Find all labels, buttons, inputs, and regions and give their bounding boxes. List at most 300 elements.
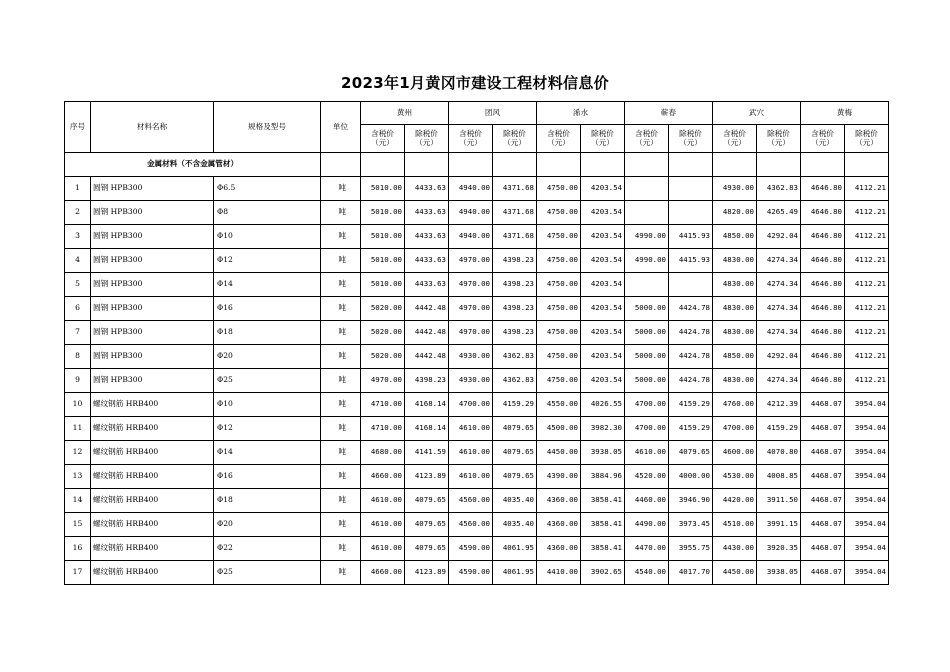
price-tax-included: 4610.00	[361, 513, 405, 537]
price-tax-included: 5000.00	[625, 369, 669, 393]
price-tax-excluded: 4362.83	[493, 369, 537, 393]
price-tax-included: 4610.00	[625, 441, 669, 465]
price-tax-included: 4468.07	[801, 513, 845, 537]
header-unit: 单位	[321, 102, 361, 153]
category-label: 金属材料（不含金属管材）	[65, 153, 321, 177]
header-price-label-line: （元）	[723, 137, 746, 147]
price-tax-excluded: 3954.04	[845, 513, 889, 537]
price-tax-included: 4930.00	[449, 369, 493, 393]
price-tax-included: 5020.00	[361, 345, 405, 369]
price-tax-included: 4830.00	[713, 369, 757, 393]
empty-cell	[449, 153, 493, 177]
header-price-label-line: （元）	[635, 137, 658, 147]
price-tax-excluded: 4159.29	[493, 393, 537, 417]
price-tax-included: 4450.00	[537, 441, 581, 465]
table-row	[65, 273, 889, 297]
price-tax-included: 4646.80	[801, 369, 845, 393]
material-unit: 吨	[321, 417, 361, 441]
header-price-label-line: （元）	[679, 137, 702, 147]
price-tax-excluded: 4159.29	[757, 417, 801, 441]
price-tax-included: 4970.00	[361, 369, 405, 393]
price-tax-included: 4560.00	[449, 513, 493, 537]
header-price-label-line: 除税价	[415, 128, 438, 138]
price-tax-included: 4750.00	[537, 345, 581, 369]
header-tax-excluded-price	[581, 125, 625, 153]
price-tax-included: 4750.00	[537, 369, 581, 393]
material-name: 圆钢 HPB300	[91, 201, 214, 225]
price-tax-included: 4700.00	[449, 393, 493, 417]
price-tax-excluded: 4424.78	[669, 345, 713, 369]
price-tax-excluded: 4079.65	[493, 441, 537, 465]
price-tax-excluded: 4433.63	[405, 273, 449, 297]
header-region-tuanfeng: 团风	[449, 102, 537, 125]
price-tax-excluded: 3938.05	[757, 561, 801, 585]
price-tax-included: 5000.00	[625, 345, 669, 369]
price-tax-included: 4530.00	[713, 465, 757, 489]
price-tax-excluded: 4000.00	[669, 465, 713, 489]
header-price-label-line: （元）	[855, 137, 878, 147]
header-price-label-line: 含税价	[723, 128, 746, 138]
header-tax-included-price	[449, 125, 493, 153]
header-price-label-line: （元）	[591, 137, 614, 147]
table-row	[65, 561, 889, 585]
price-tax-included: 4590.00	[449, 537, 493, 561]
material-unit: 吨	[321, 249, 361, 273]
material-spec: Φ22	[214, 537, 321, 561]
header-index: 序号	[65, 102, 91, 153]
table-row	[65, 345, 889, 369]
price-tax-included: 4460.00	[625, 489, 669, 513]
price-tax-included: 5020.00	[361, 321, 405, 345]
price-tax-excluded: 3954.04	[845, 393, 889, 417]
material-unit: 吨	[321, 513, 361, 537]
price-tax-included: 5010.00	[361, 201, 405, 225]
material-name: 螺纹钢筋 HRB400	[91, 465, 214, 489]
material-name: 圆钢 HPB300	[91, 321, 214, 345]
table-row	[65, 225, 889, 249]
price-tax-excluded: 4112.21	[845, 249, 889, 273]
table-row	[65, 489, 889, 513]
material-name: 圆钢 HPB300	[91, 249, 214, 273]
price-tax-included: 4750.00	[537, 177, 581, 201]
price-tax-included: 4750.00	[537, 225, 581, 249]
header-price-label-line: 含税价	[371, 128, 394, 138]
material-spec: Φ18	[214, 489, 321, 513]
header-region-huangzhou: 黄州	[361, 102, 449, 125]
material-spec: Φ10	[214, 393, 321, 417]
table-row	[65, 321, 889, 345]
price-tax-excluded: 4159.29	[669, 417, 713, 441]
price-tax-included: 4610.00	[361, 489, 405, 513]
price-tax-excluded: 4079.65	[405, 489, 449, 513]
price-tax-included: 4680.00	[361, 441, 405, 465]
table-row	[65, 537, 889, 561]
price-tax-excluded: 4061.95	[493, 537, 537, 561]
price-tax-excluded: 4079.65	[669, 441, 713, 465]
price-table	[64, 101, 889, 585]
price-tax-excluded: 4371.68	[493, 225, 537, 249]
table-row	[65, 297, 889, 321]
price-tax-included: 4760.00	[713, 393, 757, 417]
header-tax-excluded-price	[845, 125, 889, 153]
price-tax-included: 4610.00	[449, 441, 493, 465]
header-tax-excluded-price	[405, 125, 449, 153]
price-tax-included: 4600.00	[713, 441, 757, 465]
table-row	[65, 393, 889, 417]
price-tax-excluded: 4112.21	[845, 321, 889, 345]
price-tax-included: 4970.00	[449, 273, 493, 297]
price-tax-excluded: 4203.54	[581, 321, 625, 345]
price-tax-included: 4646.80	[801, 273, 845, 297]
header-price-label-line: 除税价	[679, 128, 702, 138]
price-tax-excluded: 4079.65	[493, 417, 537, 441]
price-tax-excluded: 3982.30	[581, 417, 625, 441]
price-tax-excluded: 4112.21	[845, 225, 889, 249]
row-index: 15	[65, 513, 91, 537]
empty-cell	[493, 153, 537, 177]
price-tax-excluded: 4203.54	[581, 201, 625, 225]
price-tax-included: 4450.00	[713, 561, 757, 585]
header-tax-included-price	[361, 125, 405, 153]
price-tax-excluded: 3973.45	[669, 513, 713, 537]
price-tax-excluded: 3938.05	[581, 441, 625, 465]
empty-cell	[581, 153, 625, 177]
row-index: 2	[65, 201, 91, 225]
price-tax-included: 4468.07	[801, 561, 845, 585]
price-tax-included: 5020.00	[361, 297, 405, 321]
price-tax-excluded: 4362.83	[757, 177, 801, 201]
row-index: 16	[65, 537, 91, 561]
price-tax-excluded: 4079.65	[493, 465, 537, 489]
empty-cell	[669, 153, 713, 177]
row-index: 4	[65, 249, 91, 273]
table-row	[65, 249, 889, 273]
price-tax-included: 5010.00	[361, 249, 405, 273]
row-index: 17	[65, 561, 91, 585]
price-tax-excluded: 4008.85	[757, 465, 801, 489]
price-tax-included: 4646.80	[801, 201, 845, 225]
header-tax-included-price	[537, 125, 581, 153]
header-price-label-line: （元）	[503, 137, 526, 147]
price-tax-included: 4610.00	[449, 465, 493, 489]
price-tax-excluded: 4433.63	[405, 177, 449, 201]
price-tax-included: 4700.00	[625, 417, 669, 441]
price-tax-excluded: 4212.39	[757, 393, 801, 417]
price-tax-excluded: 4141.59	[405, 441, 449, 465]
price-tax-included: 4710.00	[361, 417, 405, 441]
price-tax-included: 4360.00	[537, 489, 581, 513]
material-unit: 吨	[321, 177, 361, 201]
empty-cell	[845, 153, 889, 177]
price-tax-included: 4646.80	[801, 321, 845, 345]
row-index: 10	[65, 393, 91, 417]
price-tax-excluded: 4017.70	[669, 561, 713, 585]
price-tax-excluded: 3946.90	[669, 489, 713, 513]
header-price-label-line: 除税价	[855, 128, 878, 138]
price-tax-excluded: 3954.04	[845, 417, 889, 441]
price-tax-included: 4930.00	[713, 177, 757, 201]
price-tax-included: 4490.00	[625, 513, 669, 537]
price-tax-excluded: 4274.34	[757, 321, 801, 345]
price-tax-included: 4970.00	[449, 249, 493, 273]
price-tax-excluded: 4274.34	[757, 369, 801, 393]
header-price-label-line: （元）	[459, 137, 482, 147]
price-tax-excluded: 4433.63	[405, 201, 449, 225]
price-tax-included: 5000.00	[625, 321, 669, 345]
price-tax-excluded: 3991.15	[757, 513, 801, 537]
price-tax-excluded: 4203.54	[581, 249, 625, 273]
material-spec: Φ25	[214, 561, 321, 585]
row-index: 8	[65, 345, 91, 369]
empty-cell	[537, 153, 581, 177]
price-tax-included: 4990.00	[625, 225, 669, 249]
price-tax-excluded: 4292.04	[757, 225, 801, 249]
price-tax-included: 4646.80	[801, 249, 845, 273]
price-tax-excluded: 4079.65	[405, 537, 449, 561]
material-name: 螺纹钢筋 HRB400	[91, 489, 214, 513]
price-tax-included	[625, 273, 669, 297]
page-title: 2023年1月黄冈市建设工程材料信息价	[341, 74, 609, 92]
price-tax-included: 4830.00	[713, 249, 757, 273]
material-spec: Φ14	[214, 273, 321, 297]
material-spec: Φ12	[214, 417, 321, 441]
price-tax-excluded: 4424.78	[669, 321, 713, 345]
price-tax-excluded: 4112.21	[845, 177, 889, 201]
price-tax-included: 4646.80	[801, 177, 845, 201]
price-tax-included: 4646.80	[801, 225, 845, 249]
material-unit: 吨	[321, 441, 361, 465]
material-name: 圆钢 HPB300	[91, 345, 214, 369]
material-unit: 吨	[321, 321, 361, 345]
price-tax-excluded: 4371.68	[493, 177, 537, 201]
price-tax-included: 4468.07	[801, 417, 845, 441]
header-price-label-line: 含税价	[547, 128, 570, 138]
price-tax-included: 4930.00	[449, 345, 493, 369]
price-tax-excluded: 4203.54	[581, 177, 625, 201]
price-tax-excluded: 4203.54	[581, 345, 625, 369]
header-price-label-line: （元）	[767, 137, 790, 147]
row-index: 3	[65, 225, 91, 249]
material-unit: 吨	[321, 273, 361, 297]
price-tax-excluded	[669, 201, 713, 225]
header-tax-included-price	[625, 125, 669, 153]
price-tax-included: 4830.00	[713, 297, 757, 321]
price-tax-included: 4850.00	[713, 345, 757, 369]
row-index: 11	[65, 417, 91, 441]
header-price-label-line: 除税价	[591, 128, 614, 138]
header-region-huangmei: 黄梅	[801, 102, 889, 125]
material-unit: 吨	[321, 489, 361, 513]
material-unit: 吨	[321, 345, 361, 369]
price-tax-excluded: 4274.34	[757, 249, 801, 273]
price-tax-excluded: 4398.23	[493, 297, 537, 321]
price-tax-excluded: 3955.75	[669, 537, 713, 561]
price-tax-included: 4940.00	[449, 225, 493, 249]
price-tax-included: 4468.07	[801, 393, 845, 417]
price-tax-included: 4646.80	[801, 297, 845, 321]
price-tax-included: 4830.00	[713, 273, 757, 297]
header-price-label-line: 除税价	[503, 128, 526, 138]
price-tax-excluded: 4415.93	[669, 225, 713, 249]
price-tax-excluded: 4442.48	[405, 321, 449, 345]
header-price-label-line: 含税价	[635, 128, 658, 138]
material-spec: Φ8	[214, 201, 321, 225]
header-tax-excluded-price	[493, 125, 537, 153]
header-tax-included-price	[713, 125, 757, 153]
price-tax-excluded: 3858.41	[581, 537, 625, 561]
material-unit: 吨	[321, 201, 361, 225]
price-tax-included: 4710.00	[361, 393, 405, 417]
price-tax-excluded: 4203.54	[581, 297, 625, 321]
price-tax-excluded: 4265.49	[757, 201, 801, 225]
price-tax-included: 5010.00	[361, 225, 405, 249]
price-tax-excluded: 4159.29	[669, 393, 713, 417]
price-tax-excluded: 4442.48	[405, 345, 449, 369]
row-index: 5	[65, 273, 91, 297]
header-price-label-line: 除税价	[767, 128, 790, 138]
table-row	[65, 513, 889, 537]
price-tax-excluded: 3920.35	[757, 537, 801, 561]
price-tax-excluded: 3902.65	[581, 561, 625, 585]
price-tax-included: 4940.00	[449, 177, 493, 201]
price-tax-included: 4750.00	[537, 273, 581, 297]
price-tax-excluded: 4035.40	[493, 513, 537, 537]
material-name: 圆钢 HPB300	[91, 177, 214, 201]
price-tax-included: 4660.00	[361, 561, 405, 585]
material-unit: 吨	[321, 369, 361, 393]
price-tax-excluded: 4061.95	[493, 561, 537, 585]
price-tax-included: 4850.00	[713, 225, 757, 249]
price-tax-included	[625, 201, 669, 225]
header-row-regions	[65, 102, 889, 125]
price-tax-excluded: 3954.04	[845, 561, 889, 585]
price-tax-excluded: 4398.23	[493, 321, 537, 345]
material-spec: Φ12	[214, 249, 321, 273]
header-price-label-line: （元）	[547, 137, 570, 147]
price-tax-excluded: 4168.14	[405, 393, 449, 417]
material-unit: 吨	[321, 537, 361, 561]
price-tax-included: 4750.00	[537, 201, 581, 225]
category-row	[65, 153, 889, 177]
material-name: 螺纹钢筋 HRB400	[91, 537, 214, 561]
material-spec: Φ14	[214, 441, 321, 465]
price-tax-excluded: 4442.48	[405, 297, 449, 321]
price-tax-excluded: 4203.54	[581, 273, 625, 297]
price-tax-included: 4360.00	[537, 537, 581, 561]
price-tax-included: 4700.00	[713, 417, 757, 441]
price-tax-excluded: 4123.89	[405, 465, 449, 489]
price-tax-excluded: 4070.80	[757, 441, 801, 465]
price-tax-included: 4830.00	[713, 321, 757, 345]
price-tax-included: 5010.00	[361, 177, 405, 201]
table-row	[65, 177, 889, 201]
price-tax-included: 4468.07	[801, 441, 845, 465]
price-tax-excluded: 4079.65	[405, 513, 449, 537]
empty-cell	[405, 153, 449, 177]
row-index: 14	[65, 489, 91, 513]
price-tax-excluded: 3858.41	[581, 489, 625, 513]
material-name: 螺纹钢筋 HRB400	[91, 441, 214, 465]
header-price-label-line: （元）	[371, 137, 394, 147]
header-tax-included-price	[801, 125, 845, 153]
material-name: 圆钢 HPB300	[91, 297, 214, 321]
price-tax-excluded: 4415.93	[669, 249, 713, 273]
price-tax-excluded: 4398.23	[493, 249, 537, 273]
table-body	[65, 153, 889, 585]
material-name: 螺纹钢筋 HRB400	[91, 561, 214, 585]
price-tax-included: 4750.00	[537, 297, 581, 321]
empty-cell	[321, 153, 361, 177]
price-tax-included: 4646.80	[801, 345, 845, 369]
price-tax-included: 4470.00	[625, 537, 669, 561]
empty-cell	[713, 153, 757, 177]
price-tax-excluded: 4398.23	[405, 369, 449, 393]
price-tax-excluded	[669, 177, 713, 201]
price-tax-included: 4590.00	[449, 561, 493, 585]
header-price-label-line: （元）	[415, 137, 438, 147]
price-tax-included: 4660.00	[361, 465, 405, 489]
price-tax-excluded: 4123.89	[405, 561, 449, 585]
price-tax-included: 4700.00	[625, 393, 669, 417]
table-row	[65, 369, 889, 393]
price-tax-included: 4500.00	[537, 417, 581, 441]
header-price-label-line: 含税价	[459, 128, 482, 138]
price-tax-excluded: 3954.04	[845, 465, 889, 489]
price-tax-excluded: 4112.21	[845, 369, 889, 393]
price-tax-included: 4430.00	[713, 537, 757, 561]
price-tax-included: 4610.00	[361, 537, 405, 561]
row-index: 13	[65, 465, 91, 489]
price-tax-included: 4970.00	[449, 297, 493, 321]
price-tax-excluded: 3954.04	[845, 441, 889, 465]
table-row	[65, 201, 889, 225]
price-tax-included: 4750.00	[537, 321, 581, 345]
price-tax-included: 4940.00	[449, 201, 493, 225]
price-tax-included: 5000.00	[625, 297, 669, 321]
material-spec: Φ10	[214, 225, 321, 249]
row-index: 7	[65, 321, 91, 345]
price-tax-excluded: 4112.21	[845, 297, 889, 321]
price-tax-excluded: 4274.34	[757, 297, 801, 321]
price-tax-included: 4468.07	[801, 537, 845, 561]
header-region-xishui: 浠水	[537, 102, 625, 125]
price-tax-excluded: 4035.40	[493, 489, 537, 513]
price-tax-excluded: 4433.63	[405, 249, 449, 273]
row-index: 12	[65, 441, 91, 465]
price-tax-excluded: 4274.34	[757, 273, 801, 297]
material-name: 圆钢 HPB300	[91, 225, 214, 249]
price-tax-excluded: 4371.68	[493, 201, 537, 225]
material-name: 螺纹钢筋 HRB400	[91, 393, 214, 417]
row-index: 9	[65, 369, 91, 393]
price-tax-excluded: 4203.54	[581, 225, 625, 249]
row-index: 1	[65, 177, 91, 201]
price-tax-excluded: 3954.04	[845, 537, 889, 561]
material-unit: 吨	[321, 561, 361, 585]
table-header	[65, 102, 889, 153]
price-tax-included: 4550.00	[537, 393, 581, 417]
price-tax-excluded: 4362.83	[493, 345, 537, 369]
price-tax-included: 4610.00	[449, 417, 493, 441]
price-tax-excluded: 4026.55	[581, 393, 625, 417]
price-tax-included: 4520.00	[625, 465, 669, 489]
header-region-qichun: 蕲春	[625, 102, 713, 125]
material-name: 圆钢 HPB300	[91, 273, 214, 297]
material-spec: Φ16	[214, 465, 321, 489]
price-tax-excluded: 3858.41	[581, 513, 625, 537]
price-tax-included: 4360.00	[537, 513, 581, 537]
header-tax-excluded-price	[757, 125, 801, 153]
